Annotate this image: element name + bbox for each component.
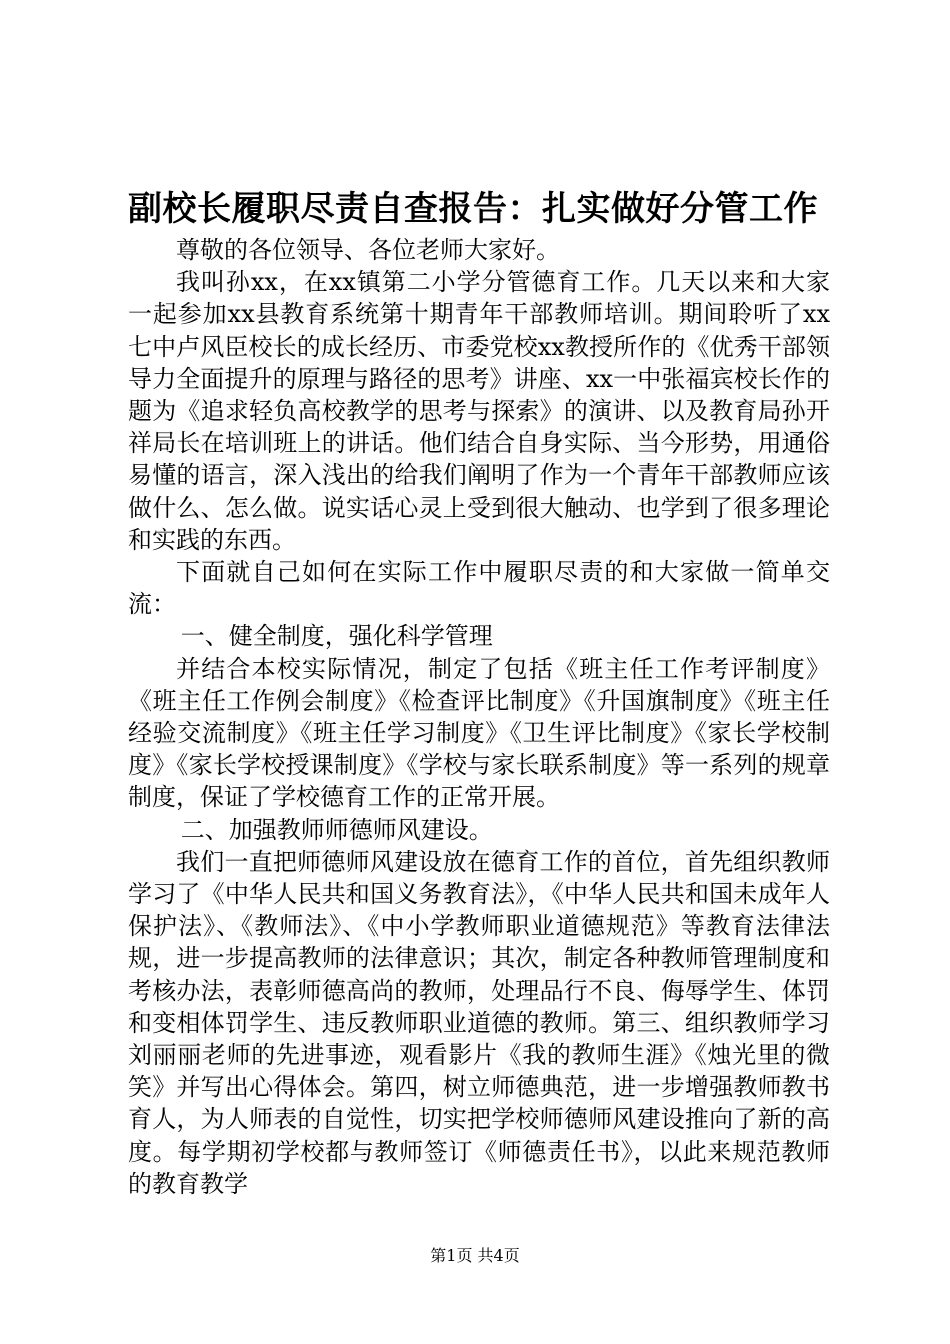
section2-heading: 二、加强教师师德师风建设。: [180, 815, 493, 844]
intro-paragraph: 我叫孙xx，在xx镇第二小学分管德育工作。几天以来和大家一起参加xx县教育系统第十期青年干部教师培训。期间聆听了xx七中卢风臣校长的成长经历、市委党校xx教授所作的《优秀干部领导力全面提升的原理与路径的思考》讲座、xx一中张福宾校长作的题为《追求轻负高校教学的思考与探索》的演讲、以及教育局孙开祥局长在培训班上的讲话。他们结合自身实际、当今形势，用通俗易懂的语言，深入浅出的给我们阐明了作为一个青年干部教师应该做什么、怎么做。说实话心灵上受到很大触动、也学到了很多理论和实践的东西。: [128, 268, 830, 554]
document-body: [128, 234, 830, 1200]
transition-paragraph: 下面就自己如何在实际工作中履职尽责的和大家做一简单交流：: [128, 558, 830, 619]
section1-heading: 一、健全制度，强化科学管理: [180, 622, 493, 651]
section1-paragraph: 并结合本校实际情况，制定了包括《班主任工作考评制度》《班主任工作例会制度》《检查评比制度》《升国旗制度》《班主任经验交流制度》《班主任学习制度》《卫生评比制度》《家长学校制度》《家长学校授课制度》《学校与家长联系制度》等一系列的规章制度，保证了学校德育工作的正常开展。: [128, 654, 830, 812]
page-number-footer: 第1页 共4页: [430, 1246, 520, 1265]
greeting-paragraph: 尊敬的各位领导、各位老师大家好。: [176, 236, 560, 264]
section2-paragraph: 我们一直把师德师风建设放在德育工作的首位，首先组织教师学习了《中华人民共和国义务教育法》，《中华人民共和国未成年人保护法》、《教师法》、《中小学教师职业道德规范》等教育法律法规，进一步提高教师的法律意识；其次，制定各种教师管理制度和考核办法，表彰师德高尚的教师，处理品行不良、侮辱学生、体罚和变相体罚学生、违反教师职业道德的教师。第三、组织教师学习刘丽丽老师的先进事迹，观看影片《我的教师生涯》《烛光里的微笑》并写出心得体会。第四，树立师德典范，进一步增强教师教书育人，为人师表的自觉性，切实把学校师德师风建设推向了新的高度。每学期初学校都与教师签订《师德责任书》，以此来规范教师的教育教学: [128, 847, 830, 1198]
document-title: 副校长履职尽责自查报告：扎实做好分管工作: [128, 189, 818, 229]
